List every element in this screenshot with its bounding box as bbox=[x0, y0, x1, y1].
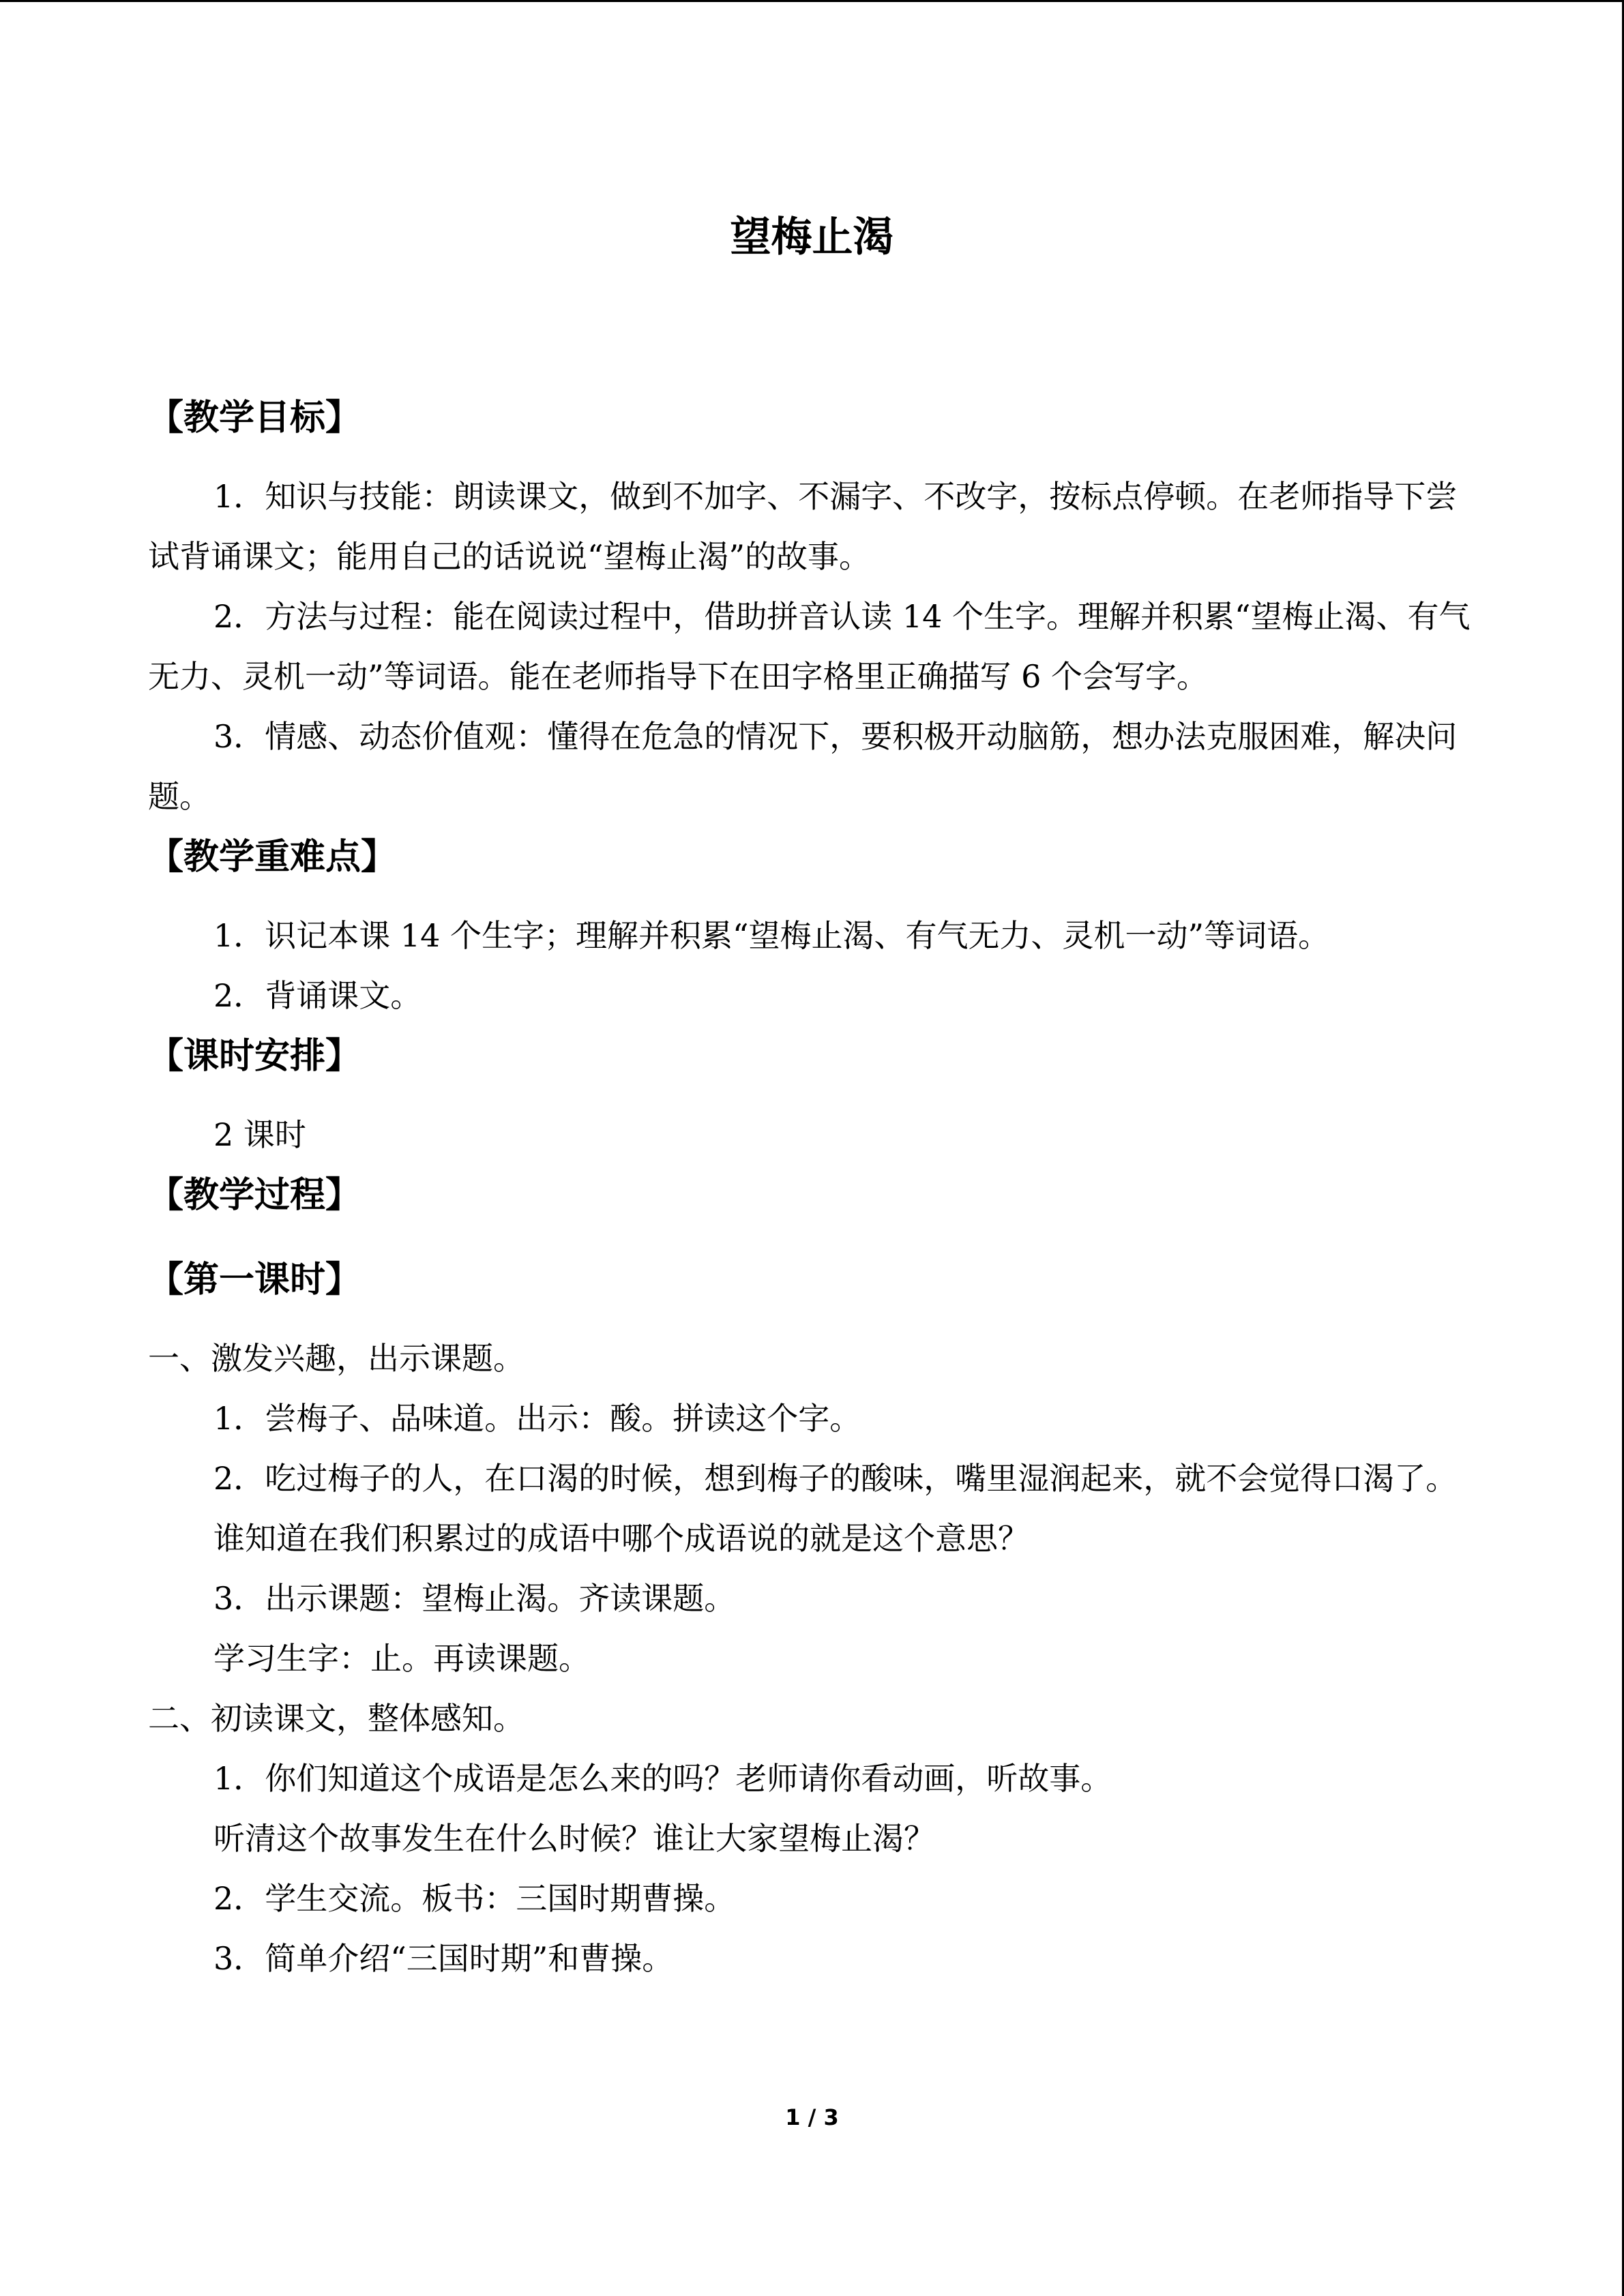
part1-title: 一、激发兴趣，出示课题。 bbox=[148, 1340, 525, 1377]
goal-item-2: 2．方法与过程：能在阅读过程中，借助拼音认读 14 个生字。理解并积累“望梅止渴、有气无力、灵机一动”等词语。能在老师指导下在田字格里正确描写 6 个会写字。 bbox=[148, 598, 1471, 695]
goal-item-3: 3．情感、动态价值观：懂得在危急的情况下，要积极开动脑筋，想办法克服困难，解决问题。 bbox=[148, 718, 1458, 815]
section-heading-process: 【教学过程】 bbox=[148, 1175, 361, 1216]
key-point-item-1: 1．识记本课 14 个生字；理解并积累“望梅止渴、有气无力、灵机一动”等词语。 bbox=[213, 917, 1330, 954]
goal-item-1: 1．知识与技能：朗读课文，做到不加字、不漏字、不改字，按标点停顿。在老师指导下尝试背诵课文；能用自己的话说说“望梅止渴”的故事。 bbox=[148, 478, 1458, 575]
part2-line-2: 听清这个故事发生在什么时候？谁让大家望梅止渴？ bbox=[213, 1820, 935, 1857]
page-title: 望梅止渴 bbox=[730, 213, 894, 261]
section-heading-key-points: 【教学重难点】 bbox=[148, 837, 397, 878]
section-heading-lesson1: 【第一课时】 bbox=[148, 1259, 361, 1300]
part1-line-3: 谁知道在我们积累过的成语中哪个成语说的就是这个意思？ bbox=[213, 1520, 1029, 1557]
part2-line-3: 2．学生交流。板书：三国时期曹操。 bbox=[213, 1880, 736, 1917]
section-heading-schedule: 【课时安排】 bbox=[148, 1036, 361, 1077]
part1-line-2: 2．吃过梅子的人，在口渴的时候，想到梅子的酸味，嘴里湿润起来，就不会觉得口渴了。 bbox=[213, 1460, 1458, 1497]
schedule-text: 2 课时 bbox=[213, 1116, 306, 1153]
document-body bbox=[148, 387, 1478, 1988]
part2-line-1: 1．你们知道这个成语是怎么来的吗？老师请你看动画，听故事。 bbox=[213, 1760, 1112, 1797]
page-number: 1 / 3 bbox=[785, 2104, 839, 2130]
part2-title: 二、初读课文，整体感知。 bbox=[148, 1700, 525, 1737]
part1-line-1: 1．尝梅子、品味道。出示：酸。拼读这个字。 bbox=[213, 1400, 861, 1437]
key-point-item-2: 2．背诵课文。 bbox=[213, 977, 422, 1014]
part1-line-5: 学习生字：止。再读课题。 bbox=[213, 1640, 590, 1677]
section-heading-goals: 【教学目标】 bbox=[148, 398, 361, 438]
part2-line-4: 3．简单介绍“三国时期”和曹操。 bbox=[213, 1940, 674, 1977]
part1-line-4: 3．出示课题：望梅止渴。齐读课题。 bbox=[213, 1580, 736, 1617]
